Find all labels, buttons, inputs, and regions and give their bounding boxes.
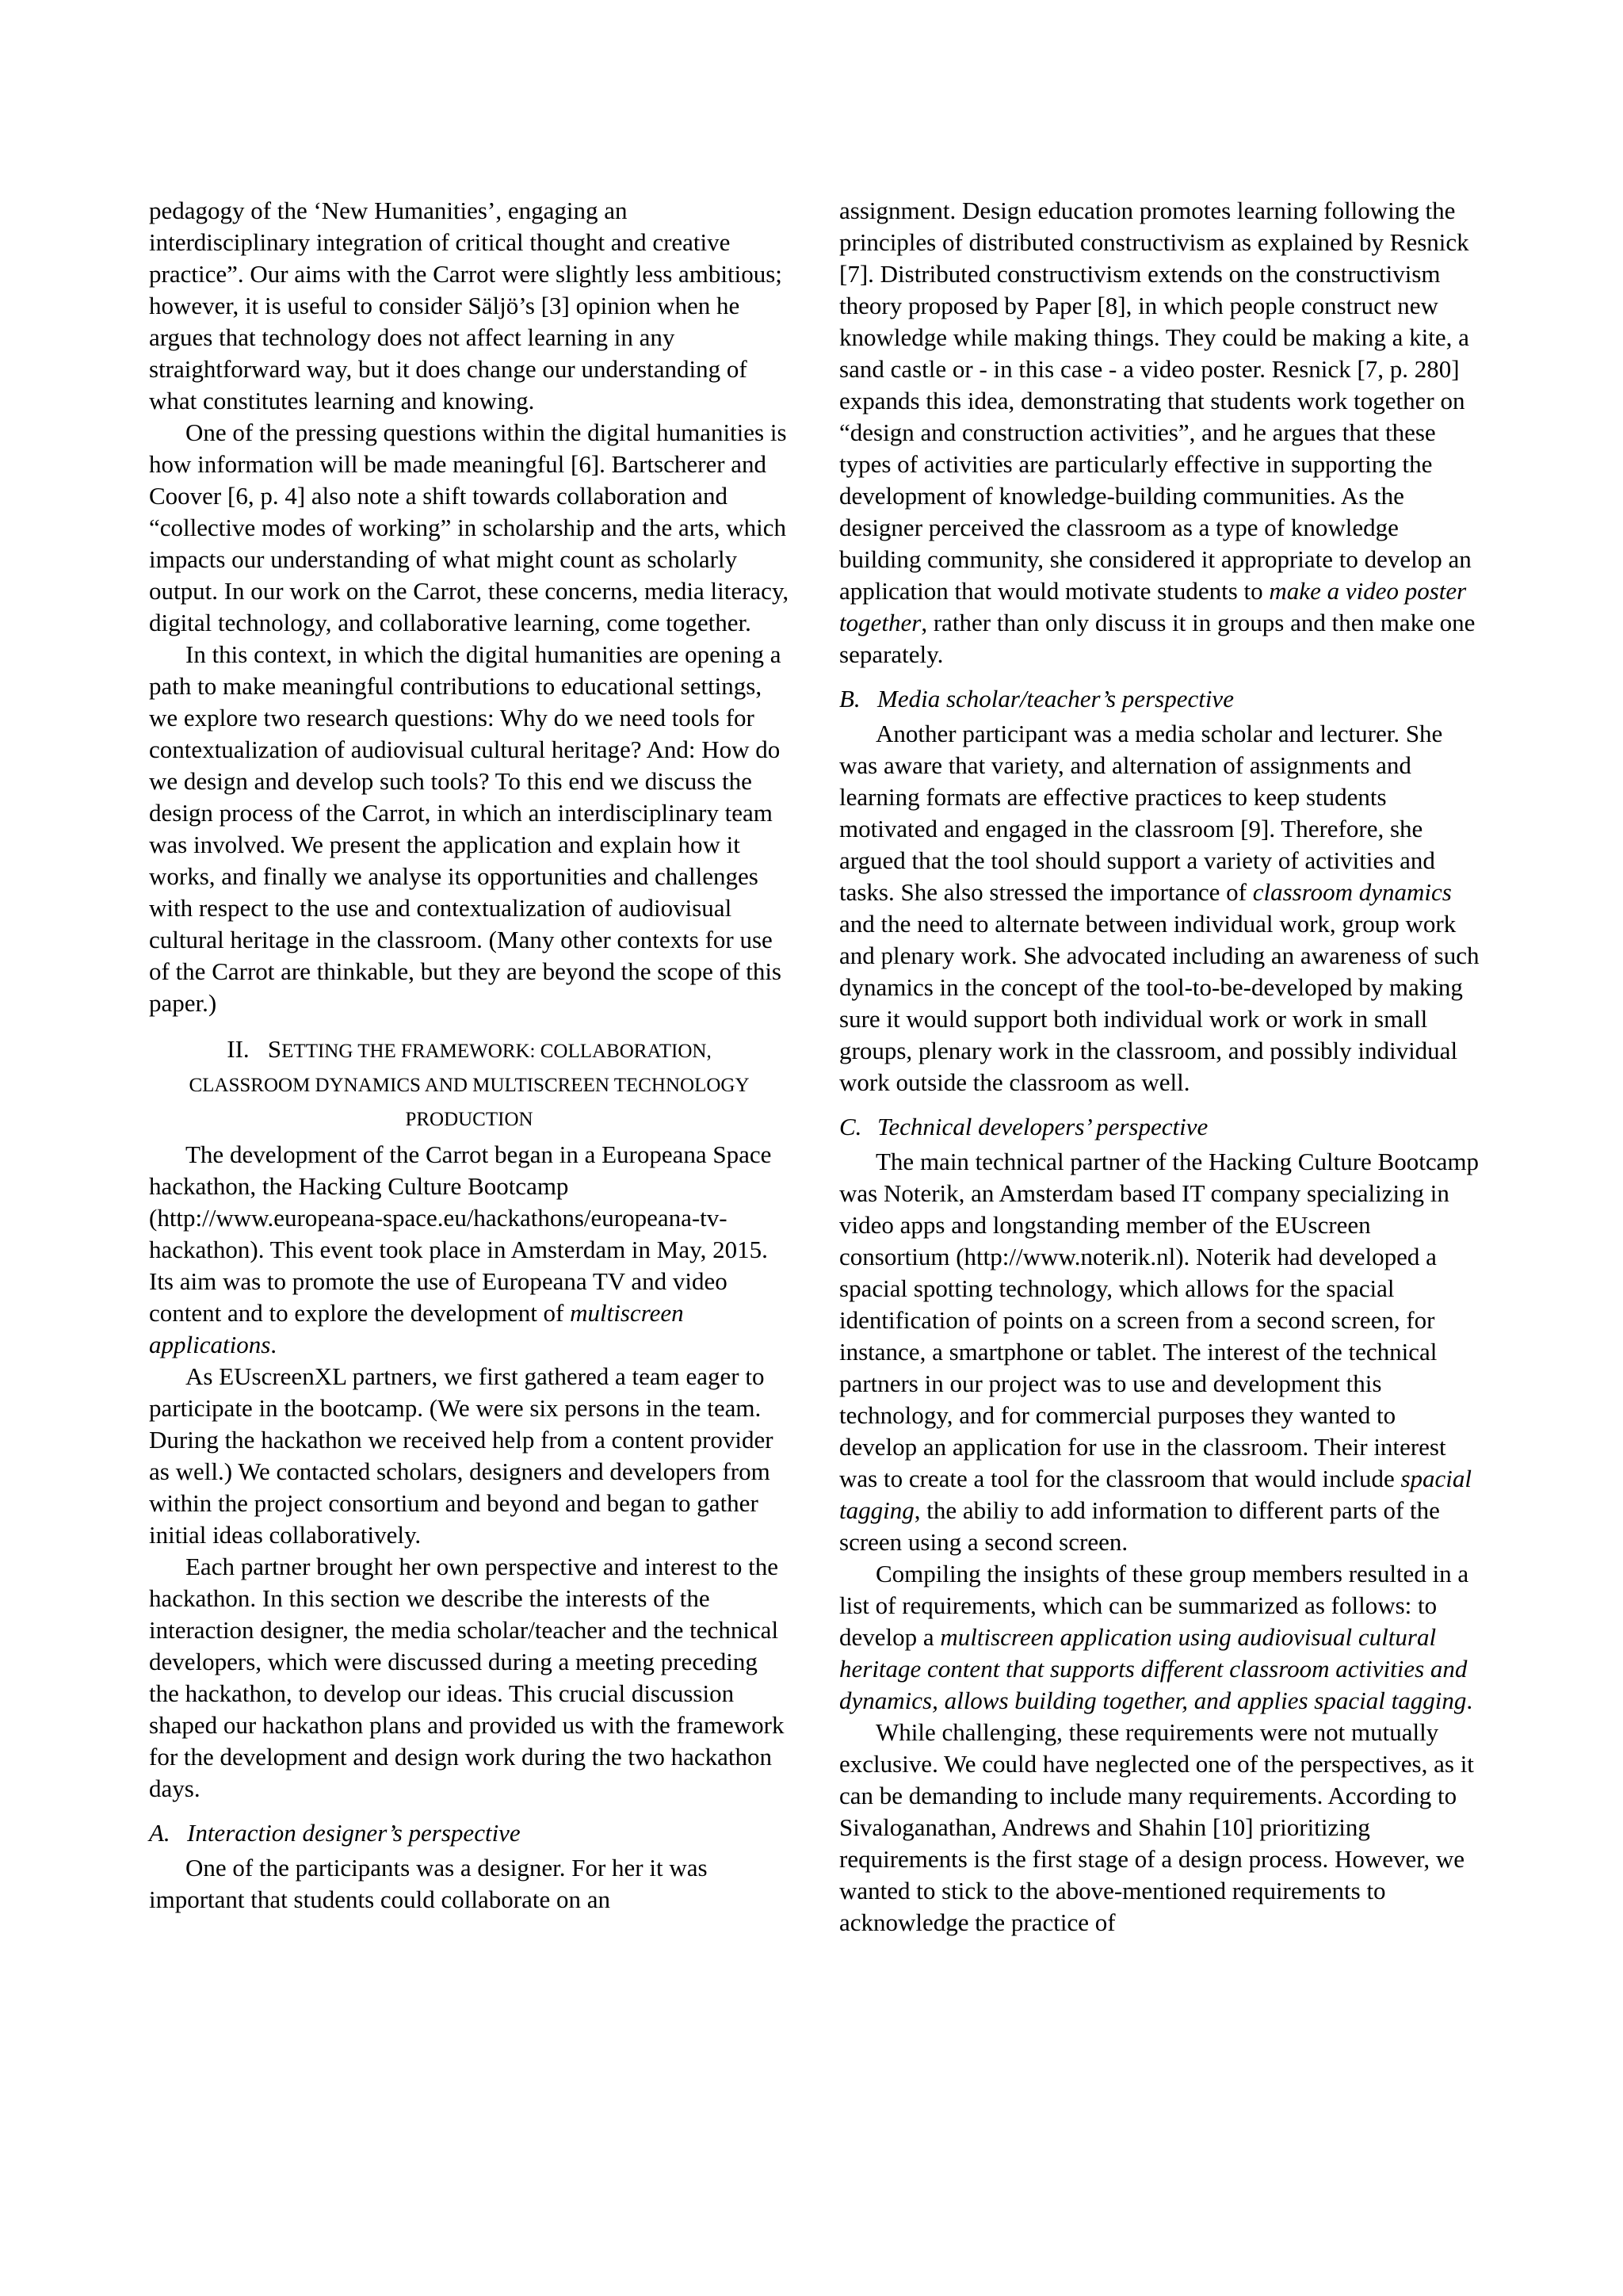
paragraph-text: , rather than only discuss it in groups and then make one separately. [839,609,1476,668]
paragraph-text: Another participant was a media scholar and lecturer. She was aware that variety, and alternation of assignments and learning formats are effective practices to keep students motivated and engaged in the classroom [9]. Therefore, she argued that the tool should support a variety of activities and tasks. She also stressed the importance of [839,720,1443,906]
section-title-line3: PRODUCTION [405,1109,533,1130]
paragraph [839,1558,1480,1717]
paragraph-text: assignment. Design education promotes learning following the principles of distributed constructivism as explained by Resnick [7]. Distributed constructivism extends on the constructivism theory proposed by Paper [8], in which people construct new knowledge while making things. They could be making a kite, a sand castle or - in this case - a video poster. Resnick [7, p. 280] expands this idea, demonstrating that students work together on “design and construction activities”, and he argues that these types of activities are particularly effective in supporting the development of knowledge-building communities. As the designer perceived the classroom as a type of knowledge building community, she considered it appropriate to develop an application that would motivate students to [839,197,1472,605]
section-title-line1: ETTING THE FRAMEWORK: COLLABORATION, [281,1041,712,1062]
paragraph [839,195,1480,670]
subsection-label: A. [149,1819,170,1847]
paragraph [839,1146,1480,1558]
subsection-heading [839,1111,1480,1143]
emphasis: classroom dynamics [1252,878,1452,906]
paragraph: One of the pressing questions within the digital humanities is how information will be made meaningful [6]. Bartscherer and Coover [6, p. 4] also note a shift towards collaboration and “collective modes of working” in scholarship and the arts, which impacts our understanding of what might count as scholarly output. In our work on the Carrot, these concerns, media literacy, digital technology, and collaborative learning, come together. [149,418,789,636]
paragraph [839,718,1480,1098]
paragraph: As EUscreenXL partners, we first gathered a team eager to participate in the bootcamp. (We were six persons in the team. During the hackathon we received help from a content provider as well.) We contacted scholars, designers and developers from within the project consortium and beyond and began to gather initial ideas collaboratively. [149,1362,773,1549]
paragraph-text: . [270,1331,277,1358]
paragraph: In this context, in which the digital humanities are opening a path to make meaningful contributions to educational settings, we explore two research questions: Why do we need tools for contextualization of audiovisual cultural heritage? And: How do we design and develop such tools? To this end we discuss the design process of the Carrot, in which an interdisciplinary team was involved. We present the application and explain how it works, and finally we analyse its opportunities and challenges with respect to the use and contextualization of audiovisual cultural heritage in the classroom. (Many other contexts for use of the Carrot are thinkable, but they are beyond the scope of this paper.) [149,640,781,1017]
subsection-label: C. [839,1113,862,1140]
subsection-title: Technical developers’ perspective [877,1113,1209,1140]
subsection-title: Media scholar/teacher’s perspective [877,685,1234,712]
emphasis: multiscreen application using audiovisual cultural heritage content that supports different classroom activities and dynamics, allows building together, and applies spacial tagging [839,1623,1468,1714]
paragraph: One of the participants was a designer. For her it was important that students could collaborate on an [149,1854,708,1913]
paragraph-text: The main technical partner of the Hacking Culture Bootcamp was Noterik, an Amsterdam based IT company specializing in video apps and longstanding member of the EUscreen consortium (http://www.noterik.nl). Noterik had developed a spacial spotting technology, which allows for the spacial identification of points on a screen from a second screen, for instance, a smartphone or tablet. The interest of the technical partners in our project was to use and development this technology, and for commercial purposes they wanted to develop an application for use in the classroom. Their interest was to create a tool for the classroom that would include [839,1148,1479,1492]
paragraph-text: and the need to alternate between individual work, group work and plenary work. She advocated including an awareness of such dynamics in the concept of the tool-to-be-developed by making sure it would support both individual work or work in small groups, plenary work in the classroom, and possibly individual work outside the classroom as well. [839,910,1480,1096]
paragraph: While challenging, these requirements were not mutually exclusive. We could have neglected one of the perspectives, as it can be demanding to include many requirements. According to Sivaloganathan, Andrews and Shahin [10] prioritizing requirements is the first stage of a design process. However, we wanted to stick to the above-mentioned requirements to acknowledge the practice of [839,1718,1474,1936]
paragraph: Each partner brought her own perspective and interest to the hackathon. In this section we describe the interests of the interaction designer, the media scholar/teacher and the technical developers, which were discussed during a meeting preceding the hackathon, to develop our ideas. This crucial discussion shaped our hackathon plans and provided us with the framework for the development and design work during the two hackathon days. [149,1553,785,1802]
subsection-label: B. [839,685,861,712]
paragraph-text: Compiling the insights of these group members resulted in a list of requirements, which can be summarized as follows: to develop a [839,1560,1469,1651]
emphasis: multiscreen applications [149,1299,684,1358]
section-title-line2: CLASSROOM DYNAMICS AND MULTISCREEN TECHNOLOGY [189,1075,750,1096]
subsection-heading [149,1817,789,1849]
left-column [149,195,789,1916]
emphasis: make a video poster together [839,577,1467,636]
subsection-heading [839,683,1480,715]
paragraph-text: . [1466,1687,1473,1714]
emphasis: spacial tagging [839,1465,1472,1524]
paragraph-text: , the abiliy to add information to different parts of the screen using a second screen. [839,1496,1440,1556]
section-title-cap: S [267,1035,282,1063]
paragraph: pedagogy of the ‘New Humanities’, engaging an interdisciplinary integration of critical thought and creative practice”. Our aims with the Carrot were slightly less ambitious; however, it is useful to consider Säljö’s [3] opinion when he argues that technology does not affect learning in any straightforward way, but it does change our understanding of what constitutes learning and knowing. [149,197,782,415]
section-number: II. [227,1035,250,1063]
section-heading [149,1033,789,1136]
paragraph-text: The development of the Carrot began in a Europeana Space hackathon, the Hacking Culture Bootcamp (http://www.europeana-space.eu/hackathons/europeana-tv-hackathon). This event took place in Amsterdam in May, 2015. Its aim was to promote the use of Europeana TV and video content and to explore the development of [149,1140,772,1327]
right-column [839,195,1480,1939]
paragraph [149,1139,789,1361]
subsection-title: Interaction designer’s perspective [187,1819,521,1847]
